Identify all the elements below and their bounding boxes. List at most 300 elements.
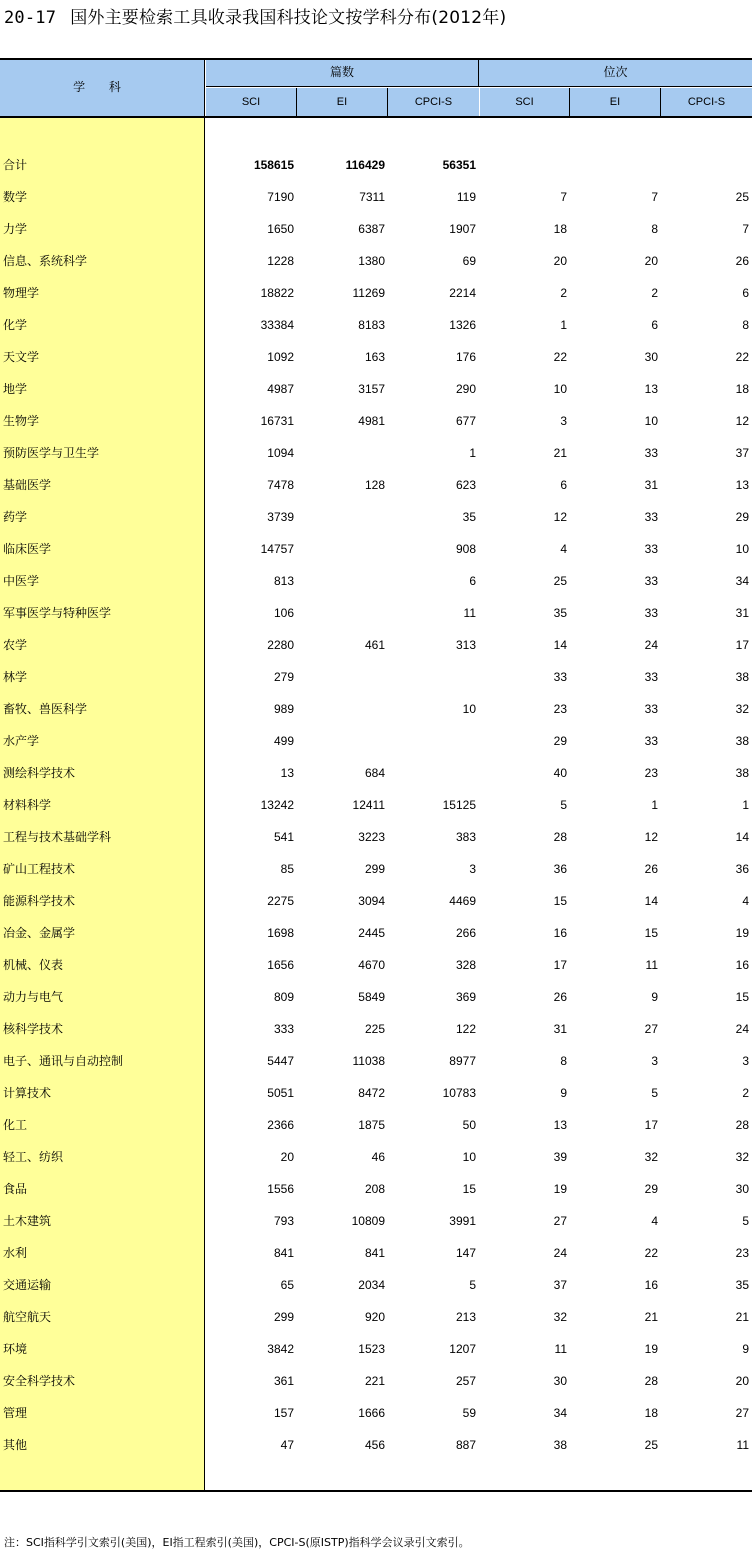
header-divider <box>296 88 297 116</box>
cell-r-ei: 14 <box>644 894 658 908</box>
cell-r-cpci: 2 <box>742 1086 749 1100</box>
cell-r-ei: 33 <box>644 734 658 748</box>
row-subject: 化学 <box>3 318 28 332</box>
table-row <box>0 917 752 949</box>
table-row-total <box>0 149 752 181</box>
cell-cpci: 290 <box>455 382 476 396</box>
cell-cpci: 1326 <box>449 318 476 332</box>
table-row <box>0 789 752 821</box>
row-subject: 食品 <box>3 1182 28 1196</box>
cell-cpci: 122 <box>455 1022 476 1036</box>
row-subject: 冶金、金属学 <box>3 926 76 940</box>
cell-r-ei: 4 <box>651 1214 658 1228</box>
cell-r-sci: 2 <box>560 286 567 300</box>
cell-r-ei: 33 <box>644 606 658 620</box>
table-row <box>0 565 752 597</box>
cell-r-ei: 18 <box>644 1406 658 1420</box>
header-rank-cpci: CPCI-S <box>661 88 752 116</box>
cell-r-sci: 12 <box>553 510 567 524</box>
table-row <box>0 821 752 853</box>
table-row <box>0 341 752 373</box>
cell-r-sci: 7 <box>560 190 567 204</box>
cell-r-sci: 34 <box>553 1406 567 1420</box>
cell-ei: 1666 <box>358 1406 385 1420</box>
cell-r-cpci: 30 <box>735 1182 749 1196</box>
cell-r-cpci: 35 <box>735 1278 749 1292</box>
cell-cpci: 4469 <box>449 894 476 908</box>
cell-r-sci: 9 <box>560 1086 567 1100</box>
cell-r-sci: 27 <box>553 1214 567 1228</box>
cell-r-cpci: 37 <box>735 446 749 460</box>
table-row <box>0 437 752 469</box>
row-subject: 信息、系统科学 <box>3 254 88 268</box>
row-subject: 轻工、纺织 <box>3 1150 64 1164</box>
cell-r-sci: 22 <box>553 350 567 364</box>
cell-r-sci: 18 <box>553 222 567 236</box>
cell-sci: 793 <box>273 1214 294 1228</box>
cell-sci: 4987 <box>267 382 294 396</box>
header-rank-group: 位次 <box>479 58 752 87</box>
row-subject: 天文学 <box>3 350 40 364</box>
cell-r-sci: 36 <box>553 862 567 876</box>
table-row <box>0 277 752 309</box>
cell-r-ei: 33 <box>644 542 658 556</box>
row-subject: 土木建筑 <box>3 1214 52 1228</box>
cell-sci: 20 <box>280 1150 294 1164</box>
cell-cpci: 677 <box>455 414 476 428</box>
cell-r-cpci: 22 <box>735 350 749 364</box>
cell-r-sci: 24 <box>553 1246 567 1260</box>
row-subject: 预防医学与卫生学 <box>3 446 100 460</box>
footnote: 注：SCI指科学引文索引(美国)，EI指工程索引(美国)，CPCI-S(原ISTP)指科学会议录引文索引。 <box>4 1536 470 1549</box>
table-row <box>0 309 752 341</box>
cell-r-ei: 7 <box>651 190 658 204</box>
cell-r-sci: 35 <box>553 606 567 620</box>
cell-sci: 2275 <box>267 894 294 908</box>
cell-ei: 8472 <box>358 1086 385 1100</box>
row-subject: 航空航天 <box>3 1310 52 1324</box>
cell-sci: 1698 <box>267 926 294 940</box>
cell-sci: 65 <box>280 1278 294 1292</box>
table-row <box>0 1205 752 1237</box>
cell-r-sci: 25 <box>553 574 567 588</box>
cell-r-ei: 10 <box>644 414 658 428</box>
cell-ei: 920 <box>364 1310 385 1324</box>
table-row <box>0 853 752 885</box>
cell-cpci: 10783 <box>442 1086 476 1100</box>
cell-cpci: 908 <box>455 542 476 556</box>
cell-r-cpci: 18 <box>735 382 749 396</box>
row-subject: 管理 <box>3 1406 28 1420</box>
cell-r-cpci: 5 <box>742 1214 749 1228</box>
row-subject: 数学 <box>3 190 28 204</box>
cell-cpci: 6 <box>469 574 476 588</box>
cell-r-ei: 2 <box>651 286 658 300</box>
cell-r-ei: 33 <box>644 670 658 684</box>
cell-cpci: 56351 <box>442 158 476 172</box>
cell-ei: 3094 <box>358 894 385 908</box>
cell-sci: 3842 <box>267 1342 294 1356</box>
cell-r-sci: 19 <box>553 1182 567 1196</box>
cell-sci: 2280 <box>267 638 294 652</box>
row-subject: 动力与电气 <box>3 990 64 1004</box>
cell-ei: 5849 <box>358 990 385 1004</box>
cell-sci: 989 <box>273 702 294 716</box>
cell-r-ei: 26 <box>644 862 658 876</box>
table-row <box>0 1013 752 1045</box>
table-row <box>0 245 752 277</box>
header-bottom-rule <box>0 116 752 118</box>
table-row <box>0 1045 752 1077</box>
cell-r-sci: 3 <box>560 414 567 428</box>
header-subject: 学 科 <box>0 58 205 116</box>
cell-cpci: 2214 <box>449 286 476 300</box>
table-row <box>0 1365 752 1397</box>
row-subject: 物理学 <box>3 286 40 300</box>
cell-cpci <box>388 661 476 693</box>
cell-r-ei: 24 <box>644 638 658 652</box>
cell-r-ei: 17 <box>644 1118 658 1132</box>
cell-r-ei: 32 <box>644 1150 658 1164</box>
header-divider <box>387 88 388 116</box>
cell-r-ei <box>570 149 658 181</box>
cell-cpci: 3991 <box>449 1214 476 1228</box>
cell-cpci: 59 <box>462 1406 476 1420</box>
cell-cpci: 257 <box>455 1374 476 1388</box>
cell-ei: 3223 <box>358 830 385 844</box>
cell-cpci: 5 <box>469 1278 476 1292</box>
cell-ei <box>297 693 385 725</box>
row-subject: 测绘科学技术 <box>3 766 76 780</box>
cell-r-cpci: 3 <box>742 1054 749 1068</box>
cell-r-cpci: 16 <box>735 958 749 972</box>
cell-sci: 1094 <box>267 446 294 460</box>
cell-sci: 16731 <box>260 414 294 428</box>
cell-ei: 1380 <box>358 254 385 268</box>
table-number: 20-17 <box>4 8 57 28</box>
header-count-ei: EI <box>297 88 387 116</box>
cell-r-cpci: 17 <box>735 638 749 652</box>
cell-r-cpci: 20 <box>735 1374 749 1388</box>
row-subject: 水产学 <box>3 734 40 748</box>
cell-r-sci: 1 <box>560 318 567 332</box>
cell-r-ei: 29 <box>644 1182 658 1196</box>
cell-cpci: 1 <box>469 446 476 460</box>
cell-ei: 4670 <box>358 958 385 972</box>
cell-ei: 10809 <box>351 1214 385 1228</box>
table-row <box>0 629 752 661</box>
table-row <box>0 885 752 917</box>
cell-sci: 1556 <box>267 1182 294 1196</box>
row-subject: 核科学技术 <box>3 1022 64 1036</box>
row-subject: 临床医学 <box>3 542 52 556</box>
cell-r-ei: 6 <box>651 318 658 332</box>
table-row <box>0 1109 752 1141</box>
cell-sci: 541 <box>273 830 294 844</box>
cell-r-sci: 20 <box>553 254 567 268</box>
cell-r-ei: 33 <box>644 702 658 716</box>
cell-r-ei: 19 <box>644 1342 658 1356</box>
cell-ei <box>297 437 385 469</box>
cell-r-sci: 17 <box>553 958 567 972</box>
cell-sci: 14757 <box>260 542 294 556</box>
cell-r-ei: 15 <box>644 926 658 940</box>
cell-r-cpci: 12 <box>735 414 749 428</box>
cell-sci: 2366 <box>267 1118 294 1132</box>
cell-sci: 157 <box>273 1406 294 1420</box>
cell-cpci: 147 <box>455 1246 476 1260</box>
table-row <box>0 405 752 437</box>
table-bottom-rule <box>0 1490 752 1492</box>
cell-r-ei: 3 <box>651 1054 658 1068</box>
cell-cpci <box>388 757 476 789</box>
cell-r-cpci: 10 <box>735 542 749 556</box>
table-row <box>0 661 752 693</box>
cell-cpci: 15125 <box>442 798 476 812</box>
cell-r-cpci: 29 <box>735 510 749 524</box>
cell-cpci: 1207 <box>449 1342 476 1356</box>
cell-sci: 18822 <box>260 286 294 300</box>
row-subject: 林学 <box>3 670 28 684</box>
cell-sci: 333 <box>273 1022 294 1036</box>
table-row <box>0 469 752 501</box>
cell-r-cpci: 24 <box>735 1022 749 1036</box>
cell-r-cpci: 15 <box>735 990 749 1004</box>
cell-sci: 299 <box>273 1310 294 1324</box>
cell-r-sci: 40 <box>553 766 567 780</box>
cell-r-ei: 30 <box>644 350 658 364</box>
cell-r-cpci: 38 <box>735 670 749 684</box>
table-row <box>0 757 752 789</box>
table-row <box>0 533 752 565</box>
cell-r-ei: 1 <box>651 798 658 812</box>
table-title: 国外主要检索工具收录我国科技论文按学科分布(2012年) <box>70 8 507 28</box>
cell-r-cpci: 36 <box>735 862 749 876</box>
cell-cpci <box>388 725 476 757</box>
cell-r-cpci: 6 <box>742 286 749 300</box>
row-subject: 矿山工程技术 <box>3 862 76 876</box>
cell-cpci: 50 <box>462 1118 476 1132</box>
cell-r-cpci: 25 <box>735 190 749 204</box>
table-row <box>0 1077 752 1109</box>
table-row <box>0 501 752 533</box>
cell-r-ei: 5 <box>651 1086 658 1100</box>
cell-r-cpci: 1 <box>742 798 749 812</box>
row-subject: 其他 <box>3 1438 28 1452</box>
cell-r-sci: 14 <box>553 638 567 652</box>
cell-r-cpci: 38 <box>735 734 749 748</box>
cell-r-cpci: 14 <box>735 830 749 844</box>
cell-cpci: 3 <box>469 862 476 876</box>
cell-sci: 5051 <box>267 1086 294 1100</box>
cell-ei: 4981 <box>358 414 385 428</box>
cell-r-cpci: 32 <box>735 702 749 716</box>
cell-ei <box>297 501 385 533</box>
table-row <box>0 181 752 213</box>
cell-r-cpci: 32 <box>735 1150 749 1164</box>
cell-r-ei: 16 <box>644 1278 658 1292</box>
table-row <box>0 693 752 725</box>
page-title <box>4 4 506 32</box>
cell-sci: 7478 <box>267 478 294 492</box>
header-rank-ei: EI <box>570 88 660 116</box>
cell-r-sci: 5 <box>560 798 567 812</box>
cell-r-ei: 8 <box>651 222 658 236</box>
cell-r-cpci: 23 <box>735 1246 749 1260</box>
cell-r-sci: 26 <box>553 990 567 1004</box>
table-top-rule <box>0 58 752 60</box>
cell-sci: 499 <box>273 734 294 748</box>
cell-ei: 684 <box>364 766 385 780</box>
row-subject: 农学 <box>3 638 28 652</box>
cell-cpci: 10 <box>462 702 476 716</box>
cell-r-cpci: 13 <box>735 478 749 492</box>
table-row <box>0 1429 752 1461</box>
cell-ei: 299 <box>364 862 385 876</box>
cell-sci: 1228 <box>267 254 294 268</box>
row-subject: 材料科学 <box>3 798 52 812</box>
cell-sci: 158615 <box>253 158 294 172</box>
cell-ei: 225 <box>364 1022 385 1036</box>
cell-r-sci: 8 <box>560 1054 567 1068</box>
cell-r-cpci: 38 <box>735 766 749 780</box>
cell-r-sci: 32 <box>553 1310 567 1324</box>
table-row <box>0 373 752 405</box>
cell-sci: 7190 <box>267 190 294 204</box>
row-subject: 计算技术 <box>3 1086 52 1100</box>
cell-r-ei: 12 <box>644 830 658 844</box>
cell-cpci: 369 <box>455 990 476 1004</box>
header-count-group: 篇数 <box>206 58 479 87</box>
cell-r-sci: 16 <box>553 926 567 940</box>
row-subject: 力学 <box>3 222 28 236</box>
cell-ei: 12411 <box>352 798 385 812</box>
cell-r-sci: 37 <box>553 1278 567 1292</box>
cell-ei: 46 <box>371 1150 385 1164</box>
cell-r-sci: 23 <box>553 702 567 716</box>
cell-cpci: 213 <box>455 1310 476 1324</box>
cell-r-cpci: 27 <box>735 1406 749 1420</box>
header-rank-sci: SCI <box>480 88 569 116</box>
cell-ei: 208 <box>364 1182 385 1196</box>
cell-ei: 163 <box>364 350 385 364</box>
row-subject: 环境 <box>3 1342 28 1356</box>
cell-ei: 11269 <box>352 286 385 300</box>
cell-r-sci: 29 <box>553 734 567 748</box>
cell-cpci: 35 <box>462 510 476 524</box>
table-row <box>0 725 752 757</box>
cell-r-ei: 33 <box>644 574 658 588</box>
cell-cpci: 313 <box>455 638 476 652</box>
cell-cpci: 1907 <box>449 222 476 236</box>
cell-ei: 221 <box>364 1374 385 1388</box>
cell-r-ei: 20 <box>644 254 658 268</box>
cell-cpci: 69 <box>462 254 476 268</box>
row-subject: 交通运输 <box>3 1278 52 1292</box>
cell-r-ei: 22 <box>644 1246 658 1260</box>
cell-r-sci <box>480 149 567 181</box>
cell-ei <box>297 597 385 629</box>
cell-cpci: 11 <box>463 606 476 620</box>
cell-cpci: 383 <box>455 830 476 844</box>
cell-sci: 106 <box>273 606 294 620</box>
cell-r-ei: 33 <box>644 510 658 524</box>
cell-r-ei: 31 <box>644 478 658 492</box>
cell-r-cpci: 8 <box>742 318 749 332</box>
cell-r-sci: 6 <box>560 478 567 492</box>
cell-r-sci: 33 <box>553 670 567 684</box>
header-divider <box>660 88 661 116</box>
row-subject: 基础医学 <box>3 478 52 492</box>
row-subject: 水利 <box>3 1246 28 1260</box>
cell-ei <box>297 565 385 597</box>
cell-sci: 13 <box>280 766 294 780</box>
cell-sci: 5447 <box>267 1054 294 1068</box>
cell-ei: 8183 <box>358 318 385 332</box>
cell-r-cpci <box>661 149 749 181</box>
row-subject: 安全科学技术 <box>3 1374 76 1388</box>
cell-ei: 6387 <box>358 222 385 236</box>
cell-cpci: 328 <box>455 958 476 972</box>
header-divider <box>569 88 570 116</box>
row-subject: 地学 <box>3 382 28 396</box>
cell-cpci: 8977 <box>449 1054 476 1068</box>
cell-sci: 1650 <box>267 222 294 236</box>
table-row <box>0 213 752 245</box>
cell-r-ei: 13 <box>644 382 658 396</box>
table-row <box>0 1269 752 1301</box>
cell-r-sci: 15 <box>553 894 567 908</box>
table-row <box>0 1237 752 1269</box>
cell-r-ei: 28 <box>644 1374 658 1388</box>
cell-ei: 456 <box>364 1438 385 1452</box>
cell-sci: 13242 <box>260 798 294 812</box>
cell-r-sci: 39 <box>553 1150 567 1164</box>
cell-r-sci: 21 <box>553 446 567 460</box>
cell-r-sci: 4 <box>560 542 567 556</box>
header-count-sci: SCI <box>206 88 296 116</box>
cell-ei: 2034 <box>358 1278 385 1292</box>
cell-r-cpci: 21 <box>735 1310 749 1324</box>
cell-cpci: 10 <box>462 1150 476 1164</box>
cell-r-cpci: 19 <box>735 926 749 940</box>
row-subject: 能源科学技术 <box>3 894 76 908</box>
cell-r-sci: 10 <box>553 382 567 396</box>
table-row <box>0 981 752 1013</box>
cell-r-sci: 31 <box>553 1022 567 1036</box>
cell-r-ei: 21 <box>644 1310 658 1324</box>
cell-sci: 33384 <box>260 318 294 332</box>
cell-r-cpci: 31 <box>735 606 749 620</box>
cell-sci: 1656 <box>267 958 294 972</box>
cell-ei: 1523 <box>358 1342 385 1356</box>
data-table <box>0 58 752 1492</box>
cell-ei: 2445 <box>358 926 385 940</box>
cell-ei: 7311 <box>359 190 385 204</box>
table-row <box>0 1301 752 1333</box>
cell-sci: 47 <box>280 1438 294 1452</box>
table-row <box>0 597 752 629</box>
row-subject: 军事医学与特种医学 <box>3 606 112 620</box>
cell-sci: 361 <box>273 1374 294 1388</box>
cell-cpci: 266 <box>455 926 476 940</box>
cell-sci: 3739 <box>267 510 294 524</box>
cell-r-ei: 9 <box>651 990 658 1004</box>
cell-r-sci: 38 <box>553 1438 567 1452</box>
cell-r-sci: 28 <box>553 830 567 844</box>
cell-r-cpci: 7 <box>742 222 749 236</box>
cell-r-ei: 25 <box>644 1438 658 1452</box>
